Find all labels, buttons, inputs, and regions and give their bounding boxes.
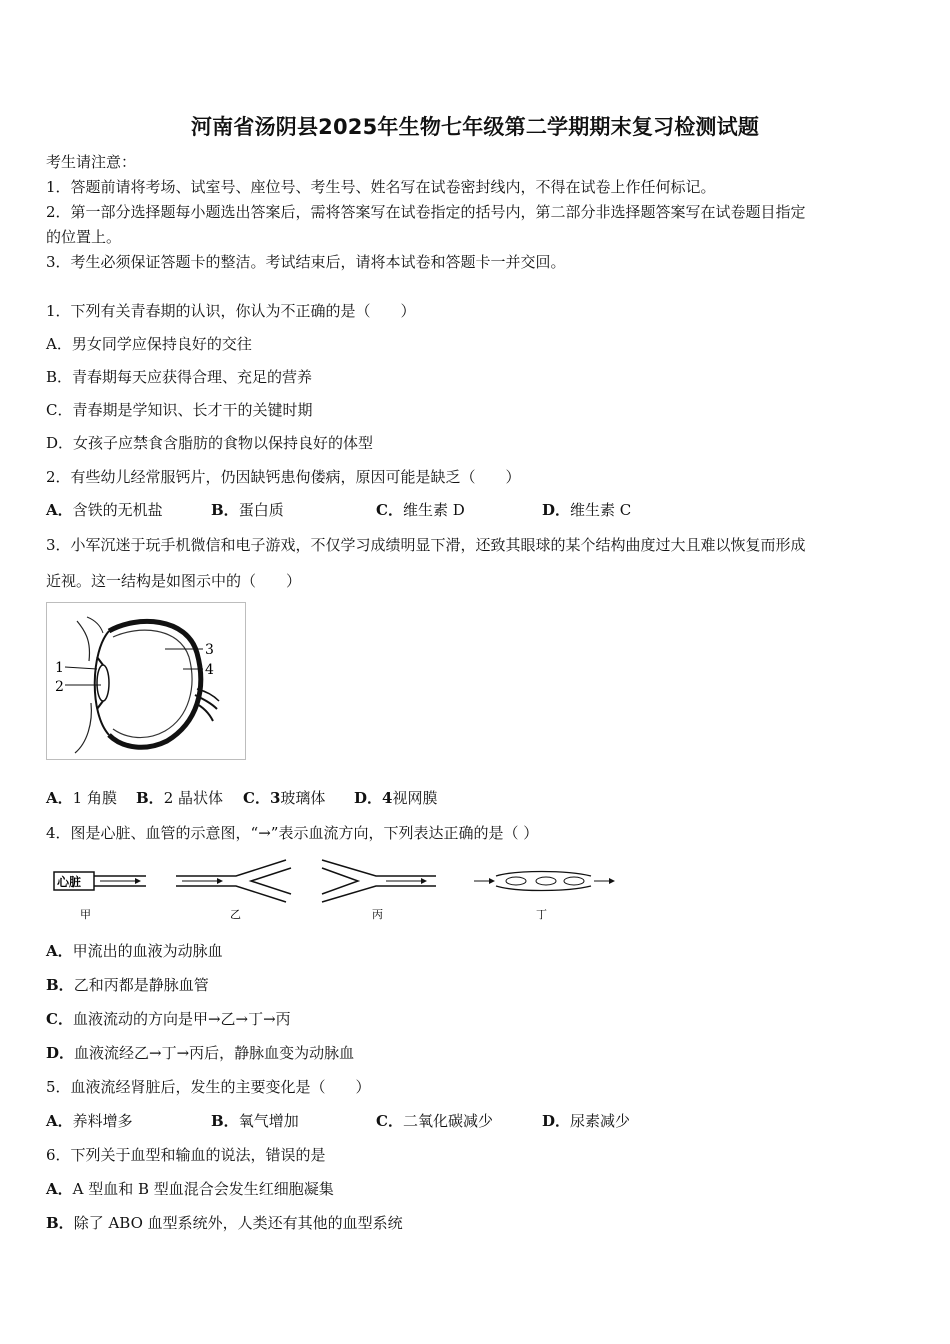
question-5-options — [46, 1111, 926, 1131]
question-6-option-b: B．除了 ABO 血型系统外，人类还有其他的血型系统 — [46, 1214, 403, 1232]
question-3-stem-line-2: 近视。这一结构是如图示中的（ ） — [46, 572, 302, 590]
question-2-option-d: D．维生素 C — [542, 501, 632, 519]
heart-vessel-diagram — [46, 852, 626, 924]
question-4-stem: 4．图是心脏、血管的示意图，“→”表示血流方向，下列表达正确的是（ ） — [46, 824, 539, 842]
caption-ding: 丁 — [536, 908, 547, 921]
question-1-stem: 1．下列有关青春期的认识，你认为不正确的是（ ） — [46, 302, 416, 320]
question-2-stem: 2．有些幼儿经常服钙片，仍因缺钙患佝偻病，原因可能是缺乏（ ） — [46, 468, 521, 486]
question-1-option-d: D．女孩子应禁食含脂肪的食物以保持良好的体型 — [46, 434, 374, 452]
notice-heading: 考生请注意： — [46, 153, 137, 171]
question-5-option-d: D．尿素减少 — [542, 1112, 631, 1130]
question-2-option-c: C．维生素 D — [376, 501, 465, 519]
question-1-option-a: A．男女同学应保持良好的交往 — [46, 335, 252, 353]
question-5-stem: 5．血液流经肾脏后，发生的主要变化是（ ） — [46, 1078, 371, 1096]
question-4-option-d: D．血液流经乙→丁→丙后，静脉血变为动脉血 — [46, 1044, 355, 1062]
eye-diagram-drawing — [47, 603, 245, 759]
caption-yi: 乙 — [230, 908, 241, 921]
question-5-option-a: A．养料增多 — [46, 1112, 133, 1130]
notice-item-3: 3．考生必须保证答题卡的整洁。考试结束后，请将本试卷和答题卡一并交回。 — [46, 253, 566, 271]
question-2-option-a: A．含铁的无机盐 — [46, 501, 163, 519]
eye-label-3: 3 — [205, 642, 214, 658]
question-4-option-a: A．甲流出的血液为动脉血 — [46, 942, 223, 960]
eye-label-1: 1 — [55, 660, 64, 676]
eye-diagram — [46, 602, 246, 760]
question-3-option-a: A．1 角膜 — [46, 789, 117, 807]
question-3-options — [46, 788, 926, 808]
eye-label-2: 2 — [55, 679, 64, 695]
question-2-options — [46, 500, 926, 520]
eye-label-4: 4 — [205, 662, 214, 678]
question-3-option-d: D．4视网膜 — [354, 789, 438, 807]
page-title: 河南省汤阴县2025年生物七年级第二学期期末复习检测试题 — [190, 115, 760, 139]
question-3-stem-line-1: 3．小军沉迷于玩手机微信和电子游戏，不仅学习成绩明显下滑，还致其眼球的某个结构曲度过大且难以恢复而形成 — [46, 536, 806, 554]
question-4-option-b: B．乙和丙都是静脉血管 — [46, 976, 209, 994]
question-1-option-c: C．青春期是学知识、长才干的关键时期 — [46, 401, 313, 419]
notice-item-2-continued: 的位置上。 — [46, 228, 122, 246]
question-1-option-b: B．青春期每天应获得合理、充足的营养 — [46, 368, 313, 386]
heart-vessel-drawing — [46, 852, 626, 924]
question-4-option-c: C．血液流动的方向是甲→乙→丁→丙 — [46, 1010, 291, 1028]
question-5-option-b: B．氧气增加 — [211, 1112, 299, 1130]
question-2-option-b: B．蛋白质 — [211, 501, 284, 519]
question-3-option-c: C．3玻璃体 — [243, 789, 326, 807]
caption-bing: 丙 — [372, 908, 383, 921]
question-6-stem: 6．下列关于血型和输血的说法，错误的是 — [46, 1146, 326, 1164]
notice-item-2: 2．第一部分选择题每小题选出答案后，需将答案写在试卷指定的括号内，第二部分非选择题答案写在试卷题目指定 — [46, 203, 806, 221]
caption-jia: 甲 — [80, 908, 91, 921]
notice-item-1: 1．答题前请将考场、试室号、座位号、考生号、姓名写在试卷密封线内，不得在试卷上作任何标记。 — [46, 178, 716, 196]
question-6-option-a: A．A 型血和 B 型血混合会发生红细胞凝集 — [46, 1180, 334, 1198]
question-5-option-c: C．二氧化碳减少 — [376, 1112, 493, 1130]
question-3-option-b: B．2 晶状体 — [136, 789, 223, 807]
heart-label: 心脏 — [57, 875, 82, 889]
